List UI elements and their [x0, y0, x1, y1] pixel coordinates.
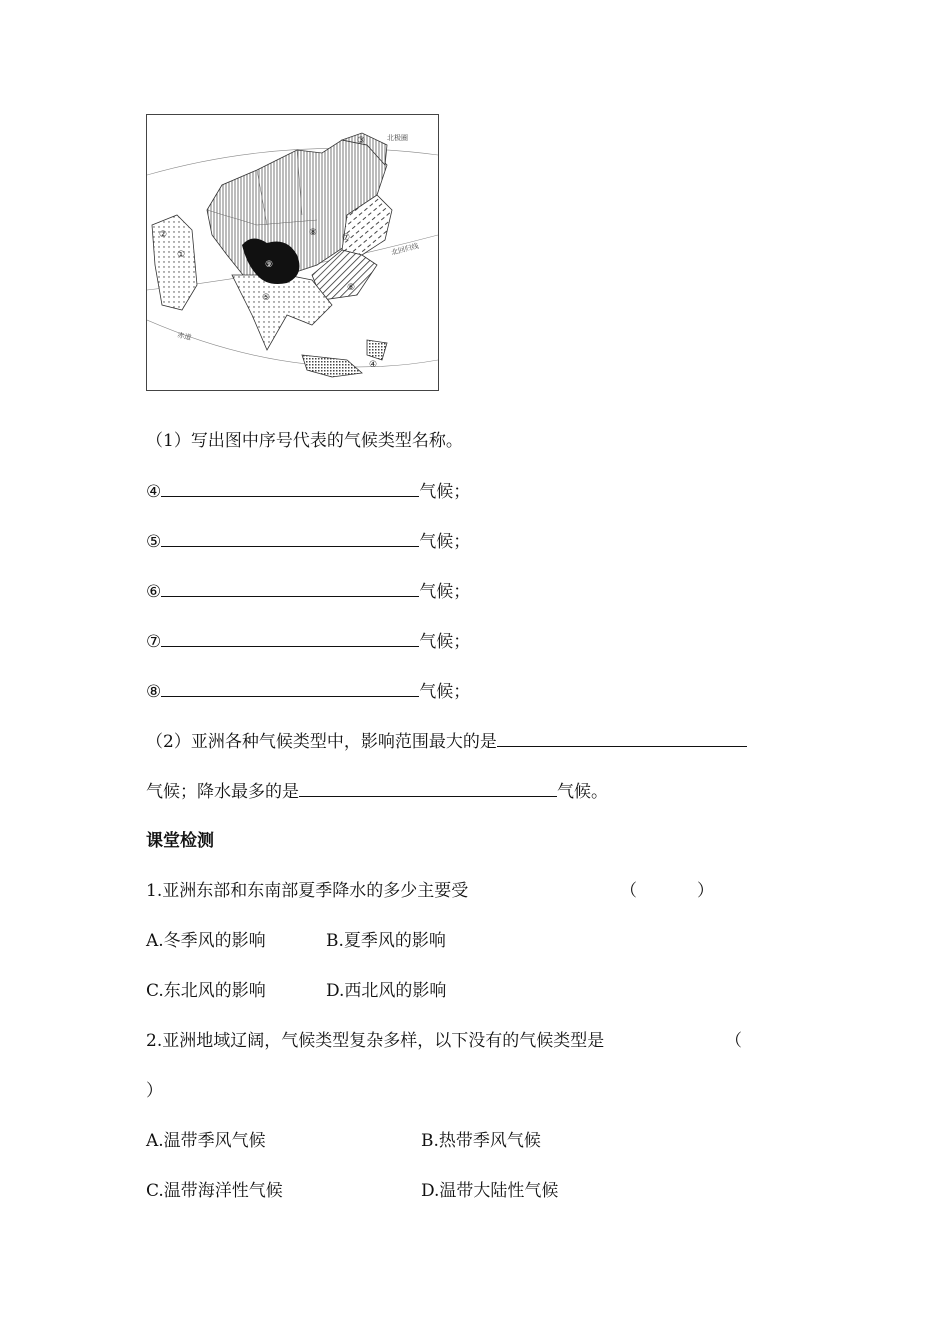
mcq2-bracket-open: （ [725, 1031, 742, 1051]
answer-blank-largest[interactable] [497, 730, 747, 747]
map-drawing [147, 115, 438, 390]
item-number: ⑤ [146, 532, 162, 552]
mcq1-option-c[interactable]: C.东北风的影响 [146, 981, 266, 1001]
question1-prompt: （1）写出图中序号代表的气候类型名称。 [146, 431, 463, 451]
map-tropic-label: 北回归线 [390, 241, 420, 257]
item-number: ⑦ [146, 632, 162, 652]
answer-blank[interactable] [161, 580, 419, 597]
question1-item-6 [146, 580, 470, 603]
answer-blank[interactable] [161, 630, 419, 647]
mcq2-stem: 2.亚洲地域辽阔，气候类型复杂多样，以下没有的气候类型是 [146, 1031, 605, 1051]
item-suffix: 气候； [419, 682, 471, 702]
map-label-4: ④ [369, 360, 378, 370]
item-number: ⑧ [146, 682, 162, 702]
map-arctic-circle-label: 北极圈 [387, 134, 408, 142]
map-label-8: ⑧ [309, 228, 318, 238]
question1-item-7 [146, 630, 470, 653]
item-number: ⑥ [146, 582, 162, 602]
mcq1-bracket-close: ） [697, 881, 714, 901]
mcq2-bracket-close: ） [146, 1081, 163, 1101]
mcq2-option-a[interactable]: A.温带季风气候 [146, 1131, 266, 1151]
answer-blank-rainiest[interactable] [299, 780, 557, 797]
question2-line1 [146, 730, 747, 753]
mcq2-option-b[interactable]: B.热带季风气候 [421, 1131, 541, 1151]
question2-text: 气候；降水最多的是 [146, 782, 299, 802]
answer-blank[interactable] [161, 530, 419, 547]
question2-line2 [146, 780, 608, 803]
mcq1-option-b[interactable]: B.夏季风的影响 [326, 931, 446, 951]
item-number: ④ [146, 482, 162, 502]
answer-blank[interactable] [161, 480, 419, 497]
question2-text: 气候。 [557, 782, 608, 802]
section-title: 课堂检测 [146, 831, 214, 851]
question1-item-5 [146, 530, 470, 553]
map-label-1: ① [177, 250, 186, 260]
mcq1-option-a[interactable]: A.冬季风的影响 [146, 931, 266, 951]
mcq2-option-c[interactable]: C.温带海洋性气候 [146, 1181, 283, 1201]
mcq1-stem: 1.亚洲东部和东南部夏季降水的多少主要受 [146, 881, 469, 901]
question1-item-4 [146, 480, 470, 503]
mcq1-bracket-open: （ [620, 881, 637, 901]
item-suffix: 气候； [419, 532, 471, 552]
question2-text: （2）亚洲各种气候类型中，影响范围最大的是 [146, 732, 497, 752]
answer-blank[interactable] [161, 680, 419, 697]
item-suffix: 气候； [419, 482, 471, 502]
asia-climate-map [146, 114, 439, 391]
item-suffix: 气候； [419, 632, 471, 652]
map-label-2: ② [159, 230, 168, 240]
map-label-9: ⑨ [265, 260, 274, 270]
mcq1-option-d[interactable]: D.西北风的影响 [326, 981, 447, 1001]
item-suffix: 气候； [419, 582, 471, 602]
mcq2-option-d[interactable]: D.温带大陆性气候 [421, 1181, 559, 1201]
question1-item-8 [146, 680, 470, 703]
map-label-5: ⑤ [262, 293, 271, 303]
map-label-7: ⑦ [342, 233, 351, 243]
map-label-6: ⑥ [347, 283, 356, 293]
map-label-3: ③ [357, 136, 366, 146]
map-equator-label: 赤道 [176, 331, 192, 342]
